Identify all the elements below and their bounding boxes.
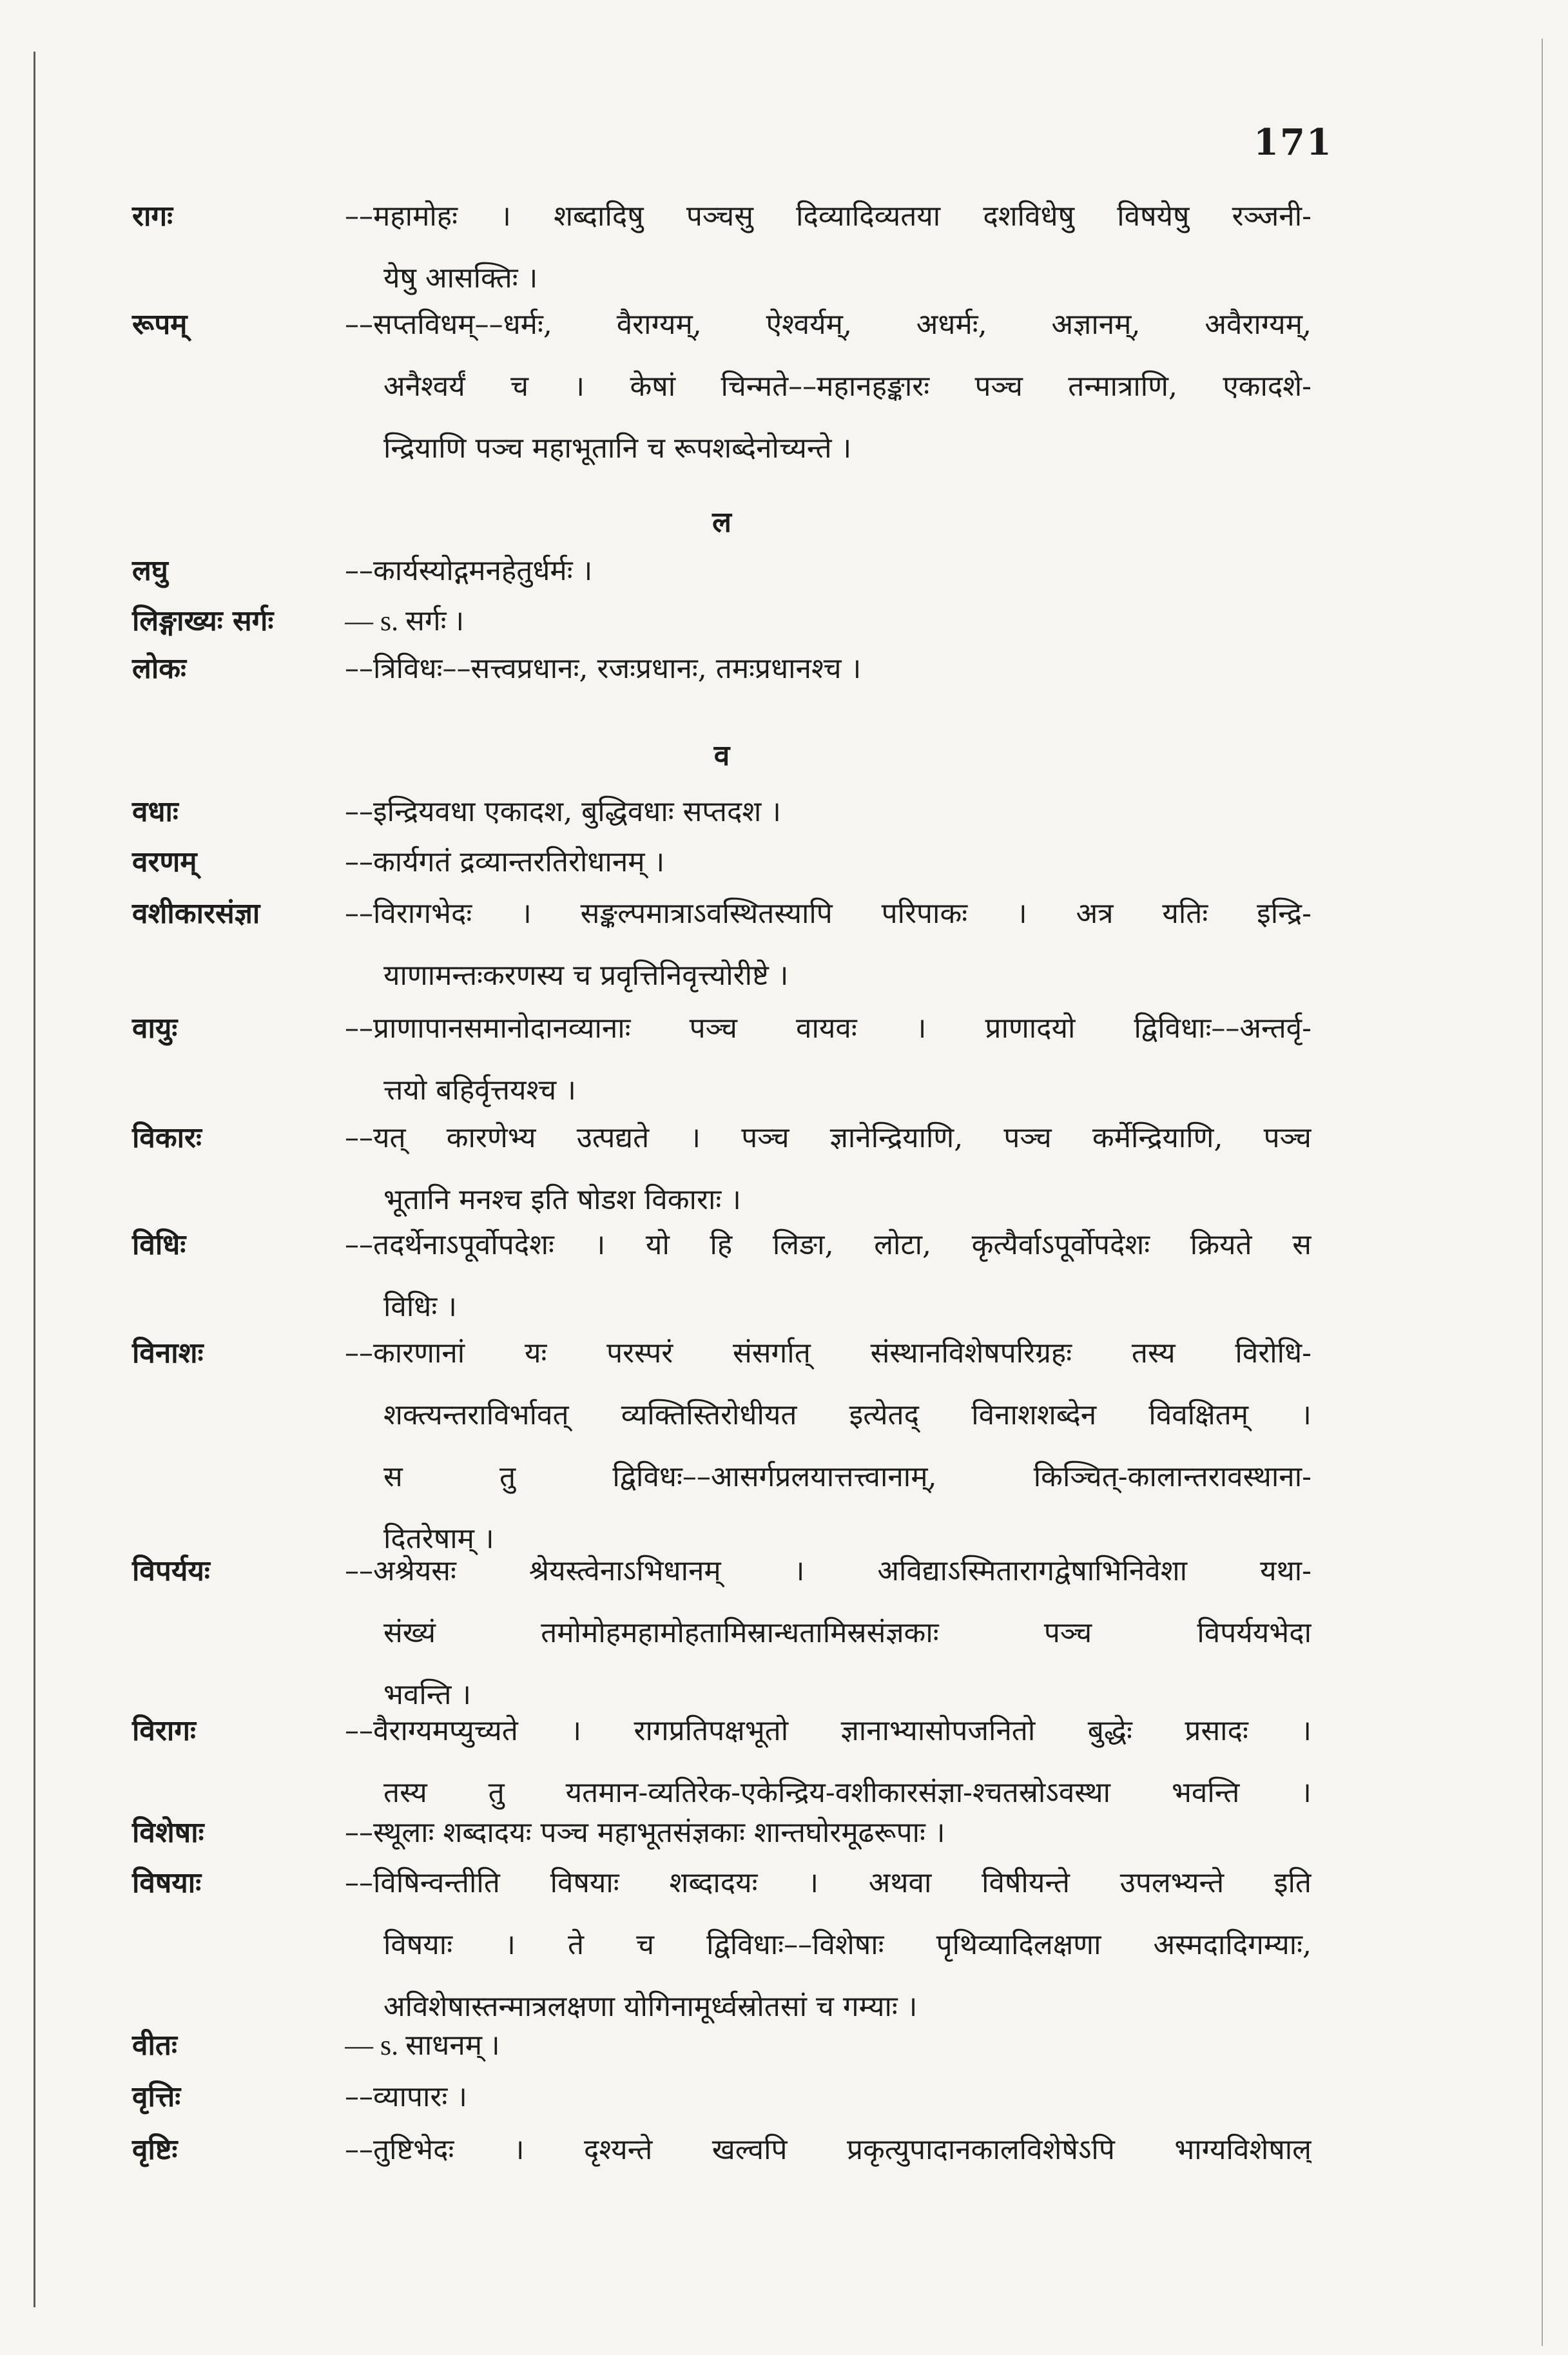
entry-term: रूपम्	[132, 308, 188, 341]
entry-definition	[345, 1107, 1312, 1231]
definition-line: अविशेषास्तन्मात्रलक्षणा योगिनामूर्ध्वस्रोतसां च गम्याः ।	[383, 1990, 918, 2023]
entry-term: वरणम्	[132, 846, 197, 878]
definition-line: ––स्थूलाः शब्दादयः पञ्च महाभूतसंज्ञकाः शान्तघोरमूढरूपाः ।	[345, 1816, 945, 1849]
definition-line: ––सप्तविधम्––धर्मः, वैराग्यम्, ऐश्वर्यम्, अधर्मः, अज्ञानम्, अवैराग्यम्,	[345, 308, 1312, 341]
definition-line: ––तुष्टिभेदः । दृश्यन्ते खल्वपि प्रकृत्युपादानकालविशेषेऽपि भाग्यविशेषाल्	[345, 2133, 1312, 2166]
definition-line: ––विरागभेदः । सङ्कल्पमात्राऽवस्थितस्यापि परिपाकः । अत्र यतिः इन्द्रि-	[345, 897, 1312, 930]
entry-term: वायुः	[132, 1012, 178, 1045]
definition-line: भवन्ति ।	[383, 1678, 472, 1711]
definition-line: ––विषिन्वन्तीति विषयाः शब्दादयः । अथवा विषीयन्ते उपलभ्यन्ते इति	[345, 1866, 1312, 1899]
definition-line: विषयाः । ते च द्विविधाः––विशेषाः पृथिव्यादिलक्षणा अस्मदादिगम्याः,	[383, 1928, 1312, 1961]
entry-definition	[345, 998, 1312, 1121]
entry-term: वृत्तिः	[132, 2080, 181, 2113]
definition-line: ––इन्द्रियवधा एकादश, बुद्धिवधाः सप्तदश ।	[345, 795, 781, 828]
definition-line: –– s. साधनम् ।	[345, 2030, 500, 2061]
entry-term: विनाशः	[132, 1337, 204, 1370]
definition-line: संख्यं तमोमोहमहामोहतामिस्रान्धतामिस्रसंज्ञकाः पञ्च विपर्ययभेदा	[383, 1616, 1312, 1649]
entry-term: विशेषाः	[132, 1816, 204, 1849]
entry-definition	[345, 883, 1312, 1007]
entry-term: वधाः	[132, 795, 179, 828]
definition-line: भूतानि मनश्च इति षोडश विकाराः ।	[383, 1183, 741, 1216]
definition-line: येषु आसक्तिः ।	[383, 262, 538, 295]
section-heading-va: व	[713, 739, 730, 772]
entry-definition	[345, 186, 1312, 309]
definition-line: –– s. सर्गः ।	[345, 605, 465, 637]
entry-definition	[345, 1323, 1312, 1570]
definition-line: त्तयो बहिर्वृत्तयश्च ।	[383, 1074, 576, 1107]
entry-term: वशीकारसंज्ञा	[132, 897, 260, 930]
entry-term: लघु	[132, 554, 168, 587]
definition-line: दितरेषाम् ।	[383, 1522, 494, 1555]
page-number: 171	[1253, 121, 1333, 164]
entry-definition	[345, 1540, 1312, 1726]
entry-term: विकारः	[132, 1121, 202, 1154]
entry-term: लोकः	[132, 652, 186, 685]
definition-line: ––अश्रेयसः श्रेयस्त्वेनाऽभिधानम् । अविद्याऽस्मितारागद्वेषाभिनिवेशा यथा-	[345, 1555, 1312, 1587]
definition-line: न्द्रियाणि पञ्च महाभूतानि च रूपशब्देनोच्यन्ते ।	[383, 432, 852, 465]
left-margin-rule	[34, 52, 35, 2307]
definition-line: विधिः ।	[383, 1290, 457, 1323]
entry-definition	[345, 638, 1312, 700]
definition-line: तस्य तु यतमान-व्यतिरेक-एकेन्द्रिय-वशीकारसंज्ञा-श्चतस्रोऽवस्था भवन्ति ।	[383, 1776, 1312, 1809]
definition-line: ––महामोहः । शब्दादिषु पञ्चसु दिव्यादिव्यतया दशविधेषु विषयेषु रञ्जनी-	[345, 200, 1312, 233]
definition-line: ––वैराग्यमप्युच्यते । रागप्रतिपक्षभूतो ज्ञानाभ्यासोपजनितो बुद्धेः प्रसादः ।	[345, 1714, 1312, 1747]
definition-line: ––कारणानां यः परस्परं संसर्गात् संस्थानविशेषपरिग्रहः तस्य विरोधि-	[345, 1337, 1312, 1370]
entry-term: लिङ्गाख्यः सर्गः	[132, 605, 274, 637]
definition-line: ––यत् कारणेभ्य उत्पद्यते । पञ्च ज्ञानेन्द्रियाणि, पञ्च कर्मेन्द्रियाणि, पञ्च	[345, 1121, 1312, 1154]
definition-line: अनैश्वर्यं च । केषां चिन्मते––महानहङ्कारः पञ्च तन्मात्राणि, एकादशे-	[383, 370, 1312, 403]
entry-definition	[345, 2119, 1312, 2181]
section-heading-la: ल	[712, 506, 731, 539]
definition-line: ––कार्यस्योद्गमनहेतुर्धर्मः ।	[345, 554, 593, 587]
entry-definition	[345, 294, 1312, 480]
definition-line: ––व्यापारः ।	[345, 2080, 467, 2113]
definition-line: ––तदर्थेनाऽपूर्वोपदेशः । यो हि लिङा, लोटा, कृत्यैर्वाऽपूर्वोपदेशः क्रियते स	[345, 1228, 1312, 1261]
right-margin-rule	[1542, 39, 1543, 2346]
entry-term: विधिः	[132, 1228, 186, 1261]
definition-line: स तु द्विविधः––आसर्गप्रलयात्तत्त्वानाम्, किञ्चित्-कालान्तरावस्थाना-	[383, 1460, 1312, 1493]
entry-definition	[345, 1852, 1312, 2038]
definition-line: ––त्रिविधः––सत्त्वप्रधानः, रजःप्रधानः, तमःप्रधानश्च ।	[345, 652, 862, 685]
definition-line: ––प्राणापानसमानोदानव्यानाः पञ्च वायवः । प्राणादयो द्विविधाः––अन्तर्वृ-	[345, 1012, 1312, 1045]
definition-line: ––कार्यगतं द्रव्यान्तरतिरोधानम् ।	[345, 846, 665, 878]
definition-line: याणामन्तःकरणस्य च प्रवृत्तिनिवृत्त्योरीष्टे ।	[383, 959, 789, 992]
entry-term: विरागः	[132, 1714, 196, 1747]
entry-term: वृष्टिः	[132, 2133, 178, 2166]
entry-term: वीतः	[132, 2029, 177, 2062]
entry-term: विपर्ययः	[132, 1555, 210, 1587]
entry-term: विषयाः	[132, 1866, 202, 1899]
definition-line: शक्त्यन्तराविर्भावत् व्यक्तिस्तिरोधीयत इत्येतद् विनाशशब्देन विवक्षितम् ।	[383, 1399, 1312, 1431]
entry-definition	[345, 1214, 1312, 1338]
entry-term: रागः	[132, 200, 173, 233]
